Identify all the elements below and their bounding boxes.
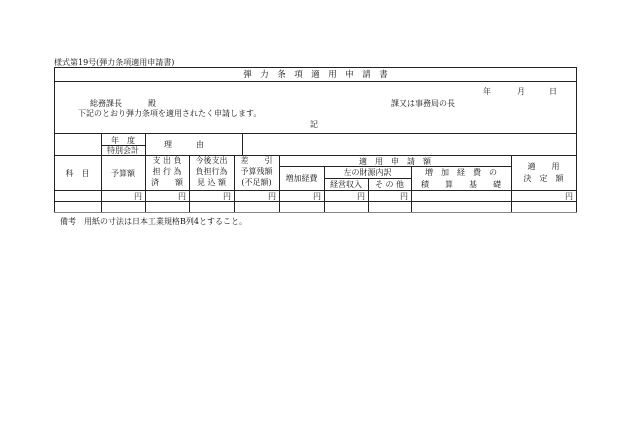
ki-mark: 記 — [310, 120, 318, 129]
rule — [234, 155, 235, 212]
honorific: 殿 — [148, 99, 156, 108]
item-header: 科 目 — [65, 169, 90, 178]
spent-header-1: 支 出 負 — [152, 156, 182, 165]
yen-increase: 円 — [313, 192, 321, 201]
yen-spent: 円 — [178, 192, 186, 201]
decision-header-1: 適 用 — [527, 162, 560, 171]
spent-header-2: 担 行 為 — [152, 167, 182, 176]
other-header: そ の 他 — [374, 180, 405, 189]
future-header-1: 今後支出 — [195, 156, 228, 165]
rule — [242, 133, 243, 155]
rule — [101, 133, 102, 155]
basis-header-1: 増 加 経 費 の — [425, 168, 497, 177]
yen-operating-income: 円 — [357, 192, 365, 201]
yen-decision: 円 — [565, 192, 573, 201]
rule — [368, 178, 369, 212]
rule — [54, 133, 577, 134]
rule — [101, 155, 102, 212]
rule — [54, 155, 577, 156]
operating-income-header: 経営収入 — [330, 180, 362, 189]
yen-other: 円 — [400, 192, 408, 201]
decision-header-2: 決 定 額 — [523, 174, 564, 183]
applicant-title: 課又は事務局の長 — [391, 99, 455, 108]
rule — [54, 67, 55, 212]
rule — [54, 81, 577, 82]
apply-amount-header: 適 用 申 請 額 — [359, 157, 431, 166]
funding-header: 左の財源内訳 — [343, 168, 392, 177]
form-number-label: 様式第19号(弾力条項適用申請書) — [54, 58, 175, 67]
diff-header-1: 差 引 — [240, 156, 273, 165]
request-text: 下記のとおり弾力条項を適用されたく申請します。 — [78, 109, 262, 118]
rule — [189, 155, 190, 212]
rule — [54, 201, 577, 202]
special-account-label: 特別会計 — [107, 146, 139, 155]
form-title: 弾 力 条 項 適 用 申 請 書 — [243, 70, 388, 80]
spent-header-3: 済 額 — [151, 178, 183, 187]
rule — [54, 190, 577, 191]
increase-header: 増加経費 — [285, 174, 318, 183]
rule — [324, 166, 325, 212]
basis-header-2: 積 算 基 礎 — [421, 180, 501, 189]
rule — [145, 133, 146, 155]
rule — [411, 166, 412, 212]
date-month: 月 — [517, 87, 525, 96]
rule — [54, 67, 577, 68]
date-day: 日 — [549, 87, 557, 96]
diff-header-2: 予算残額 — [240, 167, 273, 176]
rule — [145, 155, 146, 212]
budget-header: 予算額 — [111, 169, 135, 178]
yen-budget: 円 — [134, 192, 142, 201]
rule — [279, 155, 280, 212]
rule — [279, 166, 511, 167]
diff-header-3: (不足額) — [241, 178, 272, 187]
rule — [576, 67, 577, 212]
yen-future: 円 — [223, 192, 231, 201]
rule — [54, 212, 577, 213]
future-header-2: 負担行為 — [195, 167, 228, 176]
date-year: 年 — [483, 87, 491, 96]
future-header-3: 見 込 額 — [196, 178, 227, 187]
addressee: 総務課長 — [90, 99, 122, 108]
yen-diff: 円 — [268, 192, 276, 201]
note-text: 備考 用紙の寸法は日本工業規格B列4とすること。 — [60, 217, 247, 226]
fiscal-year-label: 年 度 — [111, 136, 135, 145]
rule — [101, 145, 145, 146]
rule — [511, 155, 512, 212]
reason-label: 理 由 — [164, 140, 204, 149]
